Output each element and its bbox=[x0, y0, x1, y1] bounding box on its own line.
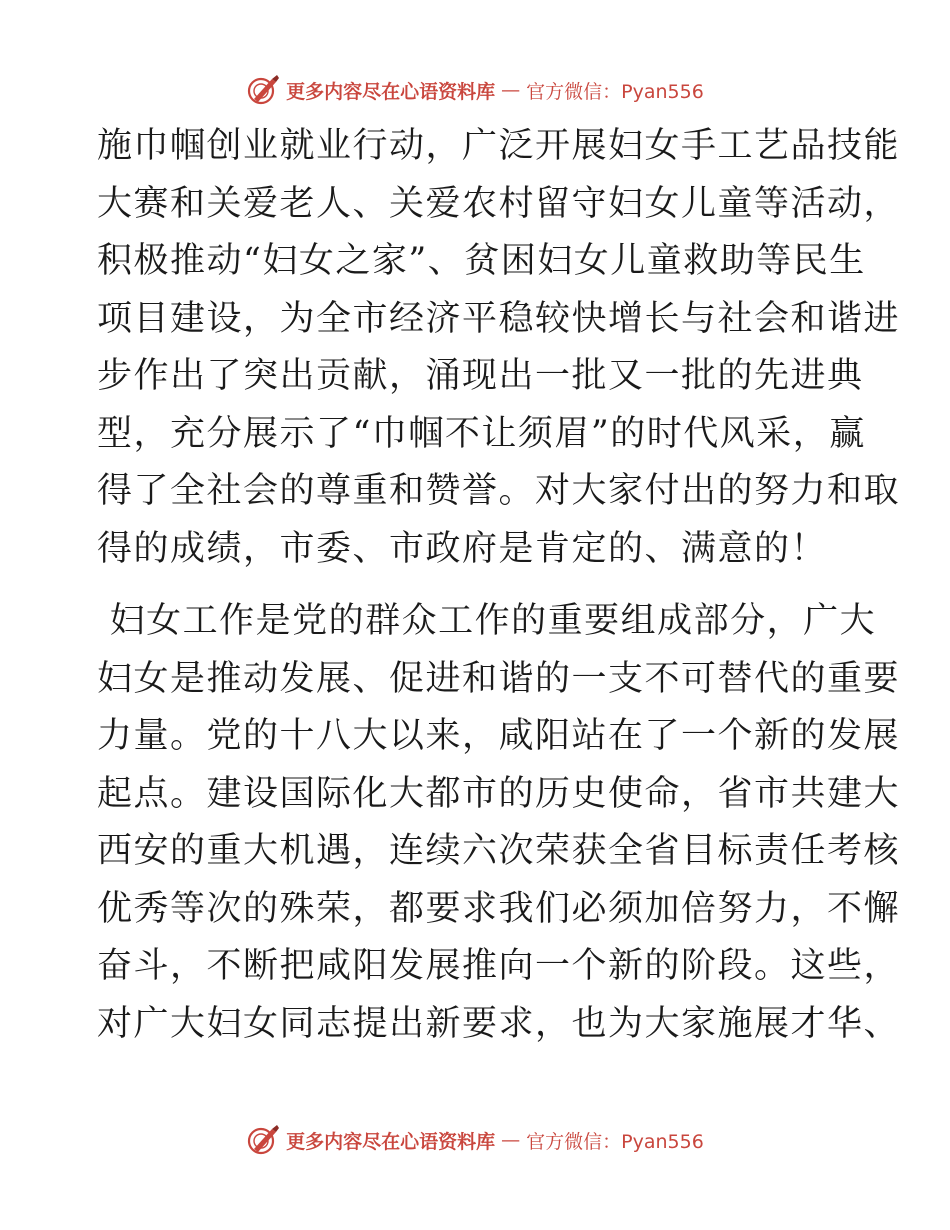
text-line: 得的成绩，市委、市政府是肯定的、满意的！ bbox=[97, 528, 828, 569]
text-line: 得了全社会的尊重和赞誉。对大家付出的努力和取 bbox=[97, 471, 901, 511]
text-line: 步作出了突出贡献，涌现出一批又一批的先进典 bbox=[97, 356, 864, 396]
paragraph-2 bbox=[97, 593, 901, 1053]
text-line: 施巾帼创业就业行动，广泛开展妇女手工艺品技能 bbox=[97, 126, 901, 166]
pen-logo-icon bbox=[246, 73, 280, 107]
footer-banner bbox=[0, 1120, 950, 1160]
footer-banner-separator: — bbox=[501, 1129, 521, 1151]
text-line: 力量。党的十八大以来，咸阳站在了一个新的发展 bbox=[97, 716, 901, 756]
header-banner-separator: — bbox=[501, 79, 521, 101]
footer-banner-wechat: 官方微信：Pyan556 bbox=[526, 1130, 704, 1153]
document-body bbox=[97, 118, 901, 1053]
text-line: 积极推动“妇女之家”、贫困妇女儿童救助等民生 bbox=[97, 241, 866, 281]
text-line: 型，充分展示了“巾帼不让须眉”的时代风采，赢 bbox=[97, 413, 866, 454]
header-banner-title: 更多内容尽在心语资料库 bbox=[286, 80, 496, 103]
text-line: 大赛和关爱老人、关爱农村留守妇女儿童等活动， bbox=[97, 183, 901, 224]
paragraph-1 bbox=[97, 118, 901, 578]
text-line: 西安的重大机遇，连续六次荣获全省目标责任考核 bbox=[97, 831, 901, 871]
text-line: 起点。建设国际化大都市的历史使命，省市共建大 bbox=[97, 773, 901, 814]
text-line: 妇女是推动发展、促进和谐的一支不可替代的重要 bbox=[97, 658, 901, 699]
text-line: 项目建设，为全市经济平稳较快增长与社会和谐进 bbox=[97, 298, 901, 339]
header-banner-wechat: 官方微信：Pyan556 bbox=[526, 80, 704, 103]
footer-banner-title: 更多内容尽在心语资料库 bbox=[286, 1130, 496, 1153]
header-banner bbox=[0, 70, 950, 110]
pen-logo-icon bbox=[246, 1123, 280, 1157]
text-line: 奋斗，不断把咸阳发展推向一个新的阶段。这些， bbox=[97, 946, 901, 986]
text-line: 优秀等次的殊荣，都要求我们必须加倍努力，不懈 bbox=[97, 888, 901, 929]
text-line: 妇女工作是党的群众工作的重要组成部分，广大 bbox=[97, 601, 877, 641]
text-line: 对广大妇女同志提出新要求，也为大家施展才华、 bbox=[97, 1003, 901, 1044]
